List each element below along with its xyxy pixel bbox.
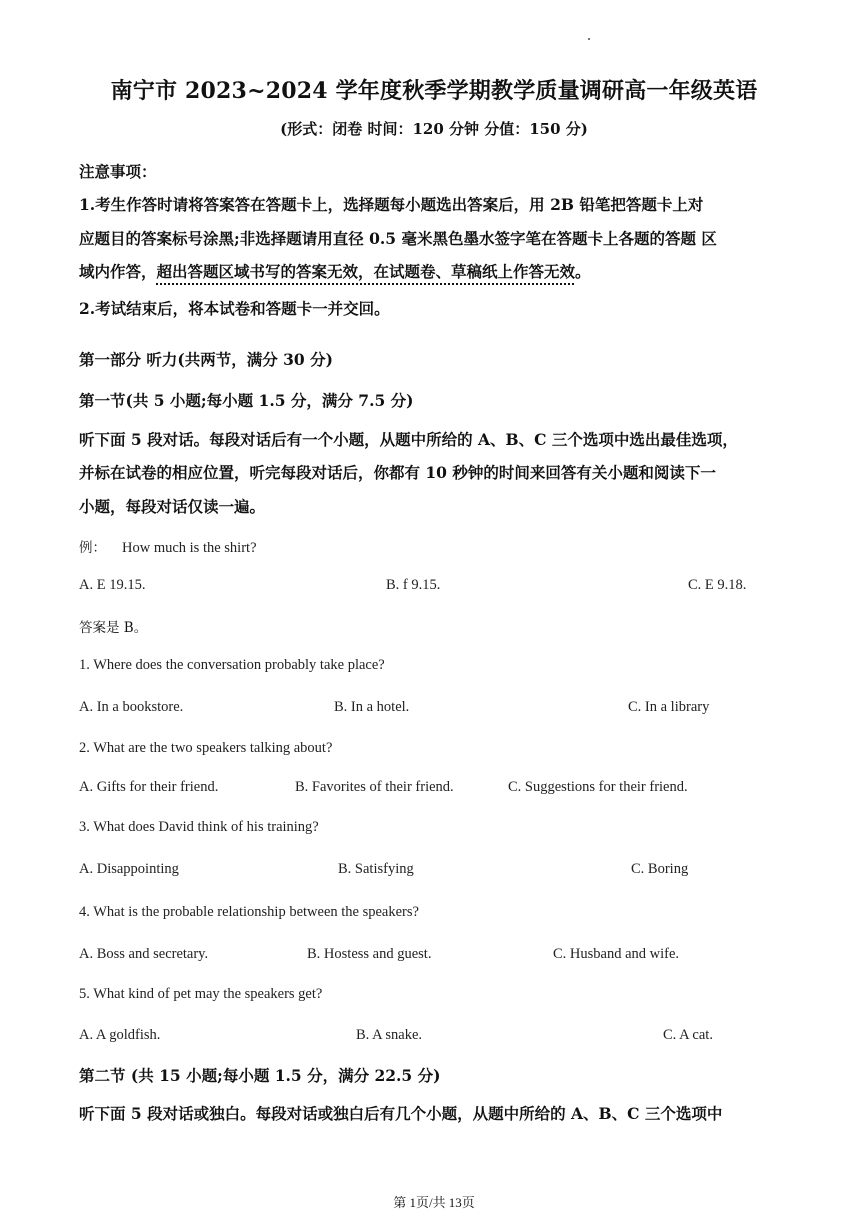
q5-option-a: A. A goldfish. — [79, 1027, 161, 1043]
section1-instr-line2: 并标在试卷的相应位置，听完每段对话后，你都有 10 秒钟的时间来回答有关小题和阅读下一 — [79, 463, 716, 482]
q1-option-a: A. In a bookstore. — [79, 699, 184, 715]
notice-item1-line3-end: 。 — [575, 262, 591, 281]
notice-item1-line3 — [79, 260, 591, 282]
q3-option-b: B. Satisfying — [338, 861, 414, 877]
example-line — [79, 536, 257, 557]
example-answer: 答案是 B。 — [79, 620, 148, 636]
example-label: 例： — [79, 540, 106, 556]
page-footer: 第 1页/共 13页 — [393, 1195, 475, 1210]
notice-heading: 注意事项： — [79, 162, 157, 181]
q2-option-b: B. Favorites of their friend. — [295, 779, 454, 795]
q2-option-c: C. Suggestions for their friend. — [508, 779, 688, 795]
q1-option-b: B. In a hotel. — [334, 699, 410, 715]
question-2: 2. What are the two speakers talking about? — [79, 740, 333, 756]
part1-heading: 第一部分 听力(共两节，满分 30 分) — [79, 350, 333, 369]
q3-option-c: C. Boring — [631, 861, 689, 877]
notice-item1-line2: 应题目的答案标号涂黑;非选择题请用直径 0.5 毫米黑色墨水签字笔在答题卡上各题的答题 区 — [79, 229, 717, 248]
notice-item2: 2.考试结束后，将本试卷和答题卡一并交回。 — [79, 299, 390, 318]
scan-dot — [588, 38, 590, 40]
example-option-b: B. f 9.15. — [386, 577, 441, 593]
q4-option-a: A. Boss and secretary. — [79, 946, 209, 962]
q5-option-b: B. A snake. — [356, 1027, 423, 1043]
notice-item1-line3-start: 域内作答， — [79, 262, 157, 281]
exam-subtitle: (形式：闭卷 时间：120 分钟 分值：150 分) — [280, 120, 588, 138]
section1-heading: 第一节(共 5 小题;每小题 1.5 分，满分 7.5 分) — [79, 391, 414, 410]
example-question: How much is the shirt? — [122, 540, 257, 556]
q2-option-a: A. Gifts for their friend. — [79, 779, 219, 795]
example-option-c: C. E 9.18. — [688, 577, 747, 593]
emphasized-warning: 超出答题区域书写的答案无效，在试题卷、草稿纸上作答无效 — [156, 262, 576, 281]
section1-instr-line3: 小题，每段对话仅读一遍。 — [79, 497, 266, 516]
q3-option-a: A. Disappointing — [79, 861, 179, 877]
section2-heading: 第二节 (共 15 小题;每小题 1.5 分，满分 22.5 分) — [79, 1066, 441, 1085]
exam-title: 南宁市 2023~2024 学年度秋季学期教学质量调研高一年级英语 — [110, 78, 758, 104]
section2-instr-line1: 听下面 5 段对话或独白。每段对话或独白后有几个小题，从题中所给的 A、B、C 三个选项中 — [79, 1104, 723, 1123]
notice-item1-line1: 1.考生作答时请将答案答在答题卡上，选择题每小题选出答案后，用 2B 铅笔把答题卡上对 — [79, 195, 704, 214]
question-1: 1. Where does the conversation probably take place? — [79, 657, 385, 673]
question-4: 4. What is the probable relationship between the speakers? — [79, 904, 419, 920]
q4-option-b: B. Hostess and guest. — [307, 946, 432, 962]
section1-instr-line1: 听下面 5 段对话。每段对话后有一个小题，从题中所给的 A、B、C 三个选项中选出最佳选项， — [79, 430, 738, 449]
question-3: 3. What does David think of his training? — [79, 819, 319, 835]
q5-option-c: C. A cat. — [663, 1027, 713, 1043]
example-option-a: A. E 19.15. — [79, 577, 146, 593]
question-5: 5. What kind of pet may the speakers get? — [79, 986, 323, 1002]
q4-option-c: C. Husband and wife. — [553, 946, 680, 962]
q1-option-c: C. In a library — [628, 699, 710, 715]
